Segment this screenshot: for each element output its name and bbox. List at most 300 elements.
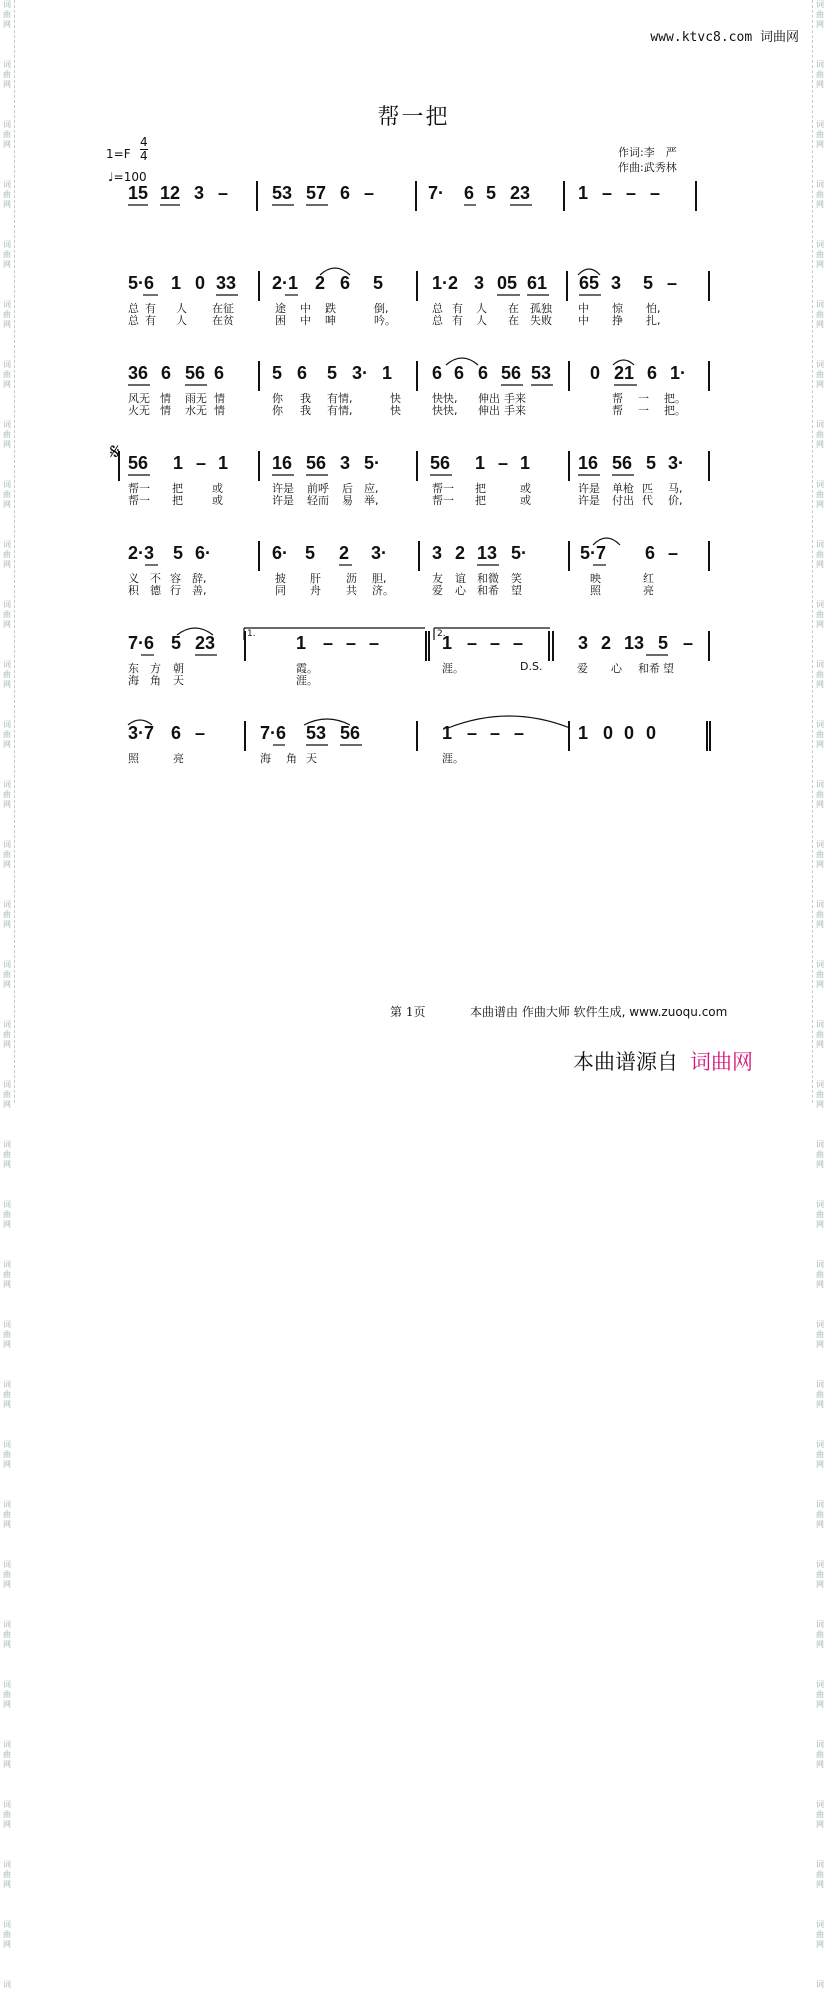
note: 53 <box>272 183 293 203</box>
barline <box>568 541 570 571</box>
note: – <box>626 183 637 203</box>
note: – <box>323 633 334 653</box>
note: 5 <box>373 273 384 293</box>
lyric: 在 <box>508 302 519 315</box>
watermark-char: 词 <box>816 1800 824 1809</box>
watermark-char: 曲 <box>816 730 824 739</box>
watermark-char: 网 <box>816 860 824 869</box>
watermark-char: 曲 <box>3 10 11 19</box>
watermark-char: 网 <box>3 440 11 449</box>
watermark-char: 词 <box>816 120 824 129</box>
watermark-char: 词 <box>3 720 11 729</box>
lyric: 人 <box>476 302 487 315</box>
watermark-char: 网 <box>816 1820 824 1829</box>
watermark-char: 网 <box>816 680 824 689</box>
watermark-char: 网 <box>3 1220 11 1229</box>
lyric: 海 <box>260 752 271 765</box>
lyric: 海 <box>128 674 139 687</box>
barline <box>568 361 570 391</box>
watermark-char: 网 <box>3 1340 11 1349</box>
watermark-char: 词 <box>816 840 824 849</box>
note: 53 <box>531 363 552 383</box>
watermark-char: 曲 <box>3 550 11 559</box>
watermark-char: 曲 <box>3 1750 11 1759</box>
lyric: 手来 <box>504 404 526 417</box>
watermark-char: 词 <box>816 1200 824 1209</box>
lyric: D.S. <box>520 660 543 673</box>
note: 1 <box>578 723 589 743</box>
barline <box>709 721 711 751</box>
barline <box>416 271 418 301</box>
source-prefix: 本曲谱源自 <box>573 1050 678 1074</box>
note: – <box>196 453 207 473</box>
watermark-char: 曲 <box>816 1570 824 1579</box>
lyric: 中 <box>300 302 311 315</box>
lyric: 东 <box>128 662 139 675</box>
lyric: 快 <box>390 392 401 405</box>
lyric: 或 <box>520 482 531 495</box>
watermark-char: 词 <box>816 420 824 429</box>
note: 56 <box>430 453 451 473</box>
watermark-char: 曲 <box>816 1450 824 1459</box>
note: 1 <box>442 723 453 743</box>
watermark-char: 词 <box>3 300 11 309</box>
barline <box>566 271 568 301</box>
lyric: 照 <box>590 584 601 597</box>
watermark-char: 网 <box>816 260 824 269</box>
watermark-char: 曲 <box>816 610 824 619</box>
lyric: 积 <box>128 584 139 597</box>
lyric: 中 <box>578 314 589 327</box>
lyric: 许是 <box>578 482 600 495</box>
lyric: 笑 <box>511 572 522 585</box>
lyric: 角 <box>150 674 161 687</box>
lyric: 在 <box>508 314 519 327</box>
watermark-char: 曲 <box>3 730 11 739</box>
note: 16 <box>578 453 599 473</box>
watermark-char: 词 <box>816 1020 824 1029</box>
watermark-char: 网 <box>816 740 824 749</box>
lyric: 共 <box>346 584 357 597</box>
note: 05 <box>497 273 518 293</box>
watermark-char: 词 <box>816 720 824 729</box>
barline <box>552 631 554 661</box>
watermark-char: 网 <box>3 80 11 89</box>
lyric: 有 <box>145 302 156 315</box>
watermark-char: 词 <box>3 1200 11 1209</box>
lyric: 水无 <box>185 404 207 417</box>
note: 3 <box>194 183 205 203</box>
watermark-char: 词 <box>3 120 11 129</box>
barline <box>256 181 258 211</box>
lyric: 披 <box>275 572 286 585</box>
lyric: 义 <box>128 572 139 585</box>
lyric: 容 <box>170 572 181 585</box>
note: 6 <box>340 183 351 203</box>
watermark-char: 网 <box>816 1220 824 1229</box>
lyric: 惊 <box>612 302 623 315</box>
watermark-char: 词 <box>3 960 11 969</box>
note: 56 <box>612 453 633 473</box>
watermark-char: 网 <box>3 1400 11 1409</box>
note: 6 <box>645 543 656 563</box>
watermark-char: 曲 <box>3 1150 11 1159</box>
note: – <box>369 633 380 653</box>
watermark-char: 曲 <box>3 910 11 919</box>
barline <box>548 631 550 661</box>
lyric: 照 <box>128 752 139 765</box>
lyric: 肝 <box>310 572 321 585</box>
watermark-char: 词 <box>3 1800 11 1809</box>
watermark-char: 曲 <box>816 1870 824 1879</box>
lyric: 辞, <box>192 572 207 585</box>
lyric: 舟 <box>310 584 321 597</box>
note: 61 <box>527 273 548 293</box>
watermark-char: 曲 <box>816 550 824 559</box>
lyric: 人 <box>476 314 487 327</box>
watermark-char: 网 <box>3 680 11 689</box>
note: 57 <box>306 183 327 203</box>
lyric: 有情, <box>327 392 353 405</box>
note: – <box>514 723 525 743</box>
time-signature <box>140 136 148 163</box>
watermark-char: 词 <box>3 360 11 369</box>
lyric: 望 <box>511 584 522 597</box>
watermark-char: 网 <box>816 1040 824 1049</box>
lyric: 霞。 <box>296 662 318 675</box>
watermark-char: 曲 <box>816 1210 824 1219</box>
note: 1 <box>173 453 184 473</box>
note: 6 <box>297 363 308 383</box>
watermark-char: 词 <box>3 1980 11 1989</box>
lyric: 把 <box>172 482 183 495</box>
watermark-char: 网 <box>816 320 824 329</box>
barline <box>425 631 427 661</box>
lyric: 情 <box>214 392 225 405</box>
watermark-char: 词 <box>816 1860 824 1869</box>
note: 2 <box>601 633 612 653</box>
site-name[interactable]: 词曲网 <box>759 30 799 45</box>
watermark-char: 词 <box>3 1440 11 1449</box>
watermark-char: 词 <box>816 1620 824 1629</box>
note: 7·6 <box>260 723 287 743</box>
note: 56 <box>340 723 361 743</box>
watermark-char: 曲 <box>816 1330 824 1339</box>
watermark-char: 词 <box>816 900 824 909</box>
watermark-char: 词 <box>3 180 11 189</box>
watermark-char: 词 <box>3 1620 11 1629</box>
lyric: 易 <box>342 494 353 507</box>
composer: 作曲:武秀林 <box>618 161 677 174</box>
watermark-char: 曲 <box>3 1330 11 1339</box>
watermark-char: 网 <box>3 1820 11 1829</box>
watermark-char: 网 <box>816 1280 824 1289</box>
lyric: 我 <box>300 392 311 405</box>
lyric: 扎, <box>646 314 661 327</box>
note: 0 <box>624 723 635 743</box>
lyric: 总 <box>432 302 443 315</box>
watermark-char: 网 <box>3 560 11 569</box>
lyric: 挣 <box>612 314 623 327</box>
watermark-char: 词 <box>3 1740 11 1749</box>
source-site[interactable]: 词曲网 <box>690 1050 753 1074</box>
barline <box>695 181 697 211</box>
note: 5·6 <box>128 273 155 293</box>
lyric: 风无 <box>128 392 150 405</box>
lyric: 涯。 <box>442 662 464 675</box>
source-note <box>573 1046 753 1076</box>
note: 0 <box>590 363 601 383</box>
lyric: 或 <box>520 494 531 507</box>
lyric: 方 <box>150 662 161 675</box>
watermark-char: 词 <box>3 1140 11 1149</box>
lyric: 有 <box>145 314 156 327</box>
lyric: 快 <box>390 404 401 417</box>
site-url[interactable]: www.ktvc8.com <box>650 30 753 45</box>
watermark-char: 曲 <box>816 250 824 259</box>
watermark-char: 曲 <box>3 310 11 319</box>
lyric: 或 <box>212 494 223 507</box>
note: – <box>513 633 524 653</box>
watermark-char: 曲 <box>3 610 11 619</box>
site-header[interactable] <box>650 26 799 45</box>
watermark-char: 网 <box>816 920 824 929</box>
lyric: 雨无 <box>185 392 207 405</box>
watermark-char: 网 <box>3 800 11 809</box>
watermark-char: 词 <box>816 360 824 369</box>
watermark-char: 网 <box>816 1580 824 1589</box>
watermark-char: 词 <box>3 1920 11 1929</box>
watermark-char: 曲 <box>816 1510 824 1519</box>
lyric: 或 <box>212 482 223 495</box>
watermark-char: 曲 <box>3 1570 11 1579</box>
watermark-char: 词 <box>3 1320 11 1329</box>
barline <box>258 361 260 391</box>
watermark-char: 网 <box>816 1700 824 1709</box>
watermark-char: 曲 <box>3 430 11 439</box>
note: 5· <box>364 453 381 473</box>
note: 3 <box>340 453 351 473</box>
lyric: 跌 <box>325 302 336 315</box>
lyric: 前呼 <box>307 482 329 495</box>
lyric: 胆, <box>372 572 387 585</box>
watermark-char: 网 <box>3 920 11 929</box>
barline <box>568 721 570 751</box>
watermark-char: 网 <box>3 1520 11 1529</box>
note: 33 <box>216 273 237 293</box>
lyric: 一 <box>638 392 649 405</box>
watermark-char: 曲 <box>3 970 11 979</box>
lyric: 匹 <box>642 482 653 495</box>
watermark-char: 曲 <box>3 250 11 259</box>
lyric: 角 <box>286 752 297 765</box>
watermark-char: 词 <box>3 1380 11 1389</box>
note: 6 <box>464 183 475 203</box>
watermark-char: 网 <box>816 80 824 89</box>
watermark-char: 网 <box>3 1940 11 1949</box>
lyric: 和希 <box>638 662 660 675</box>
watermark-char: 词 <box>816 480 824 489</box>
lyric: 涯。 <box>442 752 464 765</box>
lyric: 济。 <box>372 584 394 597</box>
watermark-char: 网 <box>816 560 824 569</box>
watermark-char: 网 <box>816 1760 824 1769</box>
watermark-char: 曲 <box>816 1750 824 1759</box>
lyric: 涯。 <box>296 674 318 687</box>
watermark-char: 词 <box>3 1020 11 1029</box>
watermark-char: 网 <box>816 1340 824 1349</box>
watermark-char: 曲 <box>3 790 11 799</box>
lyric: 手来 <box>504 392 526 405</box>
lyric: 许是 <box>272 494 294 507</box>
lyric: 行 <box>170 584 181 597</box>
note: 6 <box>647 363 658 383</box>
watermark-char: 曲 <box>816 1270 824 1279</box>
lyric: 情 <box>160 404 171 417</box>
barline <box>244 631 246 661</box>
lyric: 你 <box>272 392 283 405</box>
lyric: 帮 <box>612 392 623 405</box>
watermark-char: 词 <box>816 240 824 249</box>
lyric: 帮一 <box>432 494 454 507</box>
watermark-char: 词 <box>816 300 824 309</box>
lyric: 一 <box>638 404 649 417</box>
watermark-char: 词 <box>816 1080 824 1089</box>
note: 6 <box>340 273 351 293</box>
generator-note: 本曲谱由 作曲大师 软件生成, www.zuoqu.com <box>470 1005 728 1019</box>
lyric: 人 <box>176 314 187 327</box>
watermark-char: 网 <box>816 980 824 989</box>
lyric: 帮一 <box>128 482 150 495</box>
watermark-char: 网 <box>3 1640 11 1649</box>
watermark-char: 词 <box>816 180 824 189</box>
lyricist: 作词:李 严 <box>618 146 677 159</box>
watermark-char: 网 <box>816 620 824 629</box>
lyric: 代 <box>642 494 653 507</box>
watermark-char: 曲 <box>816 1690 824 1699</box>
barline <box>258 271 260 301</box>
note: 23 <box>510 183 531 203</box>
watermark-char: 曲 <box>3 1930 11 1939</box>
watermark-char: 词 <box>3 240 11 249</box>
note: – <box>195 723 206 743</box>
lyric: 途 <box>275 302 286 315</box>
lyric: 友 <box>432 572 443 585</box>
watermark-char: 词 <box>3 540 11 549</box>
note: 7· <box>428 183 445 203</box>
note: 1 <box>218 453 229 473</box>
note: 5 <box>486 183 497 203</box>
watermark-char: 网 <box>816 440 824 449</box>
watermark-char: 网 <box>3 1100 11 1109</box>
note: 1 <box>171 273 182 293</box>
watermark-char: 曲 <box>816 910 824 919</box>
note: – <box>667 273 678 293</box>
lyric: 有 <box>452 314 463 327</box>
watermark-char: 词 <box>3 1860 11 1869</box>
lyric: 天 <box>173 674 184 687</box>
lyric: 总 <box>128 314 139 327</box>
barline <box>708 541 710 571</box>
barline <box>415 181 417 211</box>
watermark-char: 网 <box>3 140 11 149</box>
note: 5 <box>171 633 182 653</box>
lyric: 呻 <box>325 314 336 327</box>
lyric: 帮 <box>612 404 623 417</box>
note: 5 <box>272 363 283 383</box>
watermark-char: 词 <box>816 1320 824 1329</box>
watermark-char: 曲 <box>3 190 11 199</box>
lyric: 朝 <box>173 662 184 675</box>
lyric: 孤独 <box>530 302 552 315</box>
watermark-char: 曲 <box>816 1810 824 1819</box>
barline <box>563 181 565 211</box>
note: 1 <box>296 633 307 653</box>
watermark-char: 词 <box>816 1980 824 1989</box>
watermark-char: 曲 <box>3 490 11 499</box>
watermark-char: 词 <box>3 1680 11 1689</box>
note: 1 <box>442 633 453 653</box>
note: 21 <box>614 363 635 383</box>
note: 2 <box>315 273 326 293</box>
barline <box>708 451 710 481</box>
tempo-marking: ♩=100 <box>108 170 147 184</box>
watermark-char: 词 <box>816 1740 824 1749</box>
note: 6· <box>272 543 289 563</box>
watermark-char: 词 <box>816 1140 824 1149</box>
credits <box>618 145 677 175</box>
watermark-char: 词 <box>816 1440 824 1449</box>
watermark-char: 网 <box>816 1640 824 1649</box>
watermark-char: 词 <box>3 0 11 9</box>
note: 1 <box>578 183 589 203</box>
lyric: 许是 <box>272 482 294 495</box>
note: 2·1 <box>272 273 299 293</box>
note: 5 <box>646 453 657 473</box>
watermark-char: 词 <box>816 1920 824 1929</box>
lyric: 谊 <box>455 572 466 585</box>
note: 13 <box>624 633 645 653</box>
watermark-char: 曲 <box>816 190 824 199</box>
note: 5 <box>173 543 184 563</box>
note: 53 <box>306 723 327 743</box>
watermark-char: 网 <box>816 140 824 149</box>
watermark-char: 曲 <box>816 310 824 319</box>
lyric: 马, <box>668 482 683 495</box>
watermark-char: 曲 <box>3 70 11 79</box>
watermark-char: 词 <box>3 1260 11 1269</box>
watermark-char: 网 <box>816 200 824 209</box>
watermark-char: 词 <box>3 1080 11 1089</box>
barline <box>258 451 260 481</box>
barline <box>416 721 418 751</box>
watermark-char: 网 <box>816 1520 824 1529</box>
watermark-char: 网 <box>3 1700 11 1709</box>
volta-label: 1. <box>247 629 256 639</box>
watermark-char: 网 <box>3 1460 11 1469</box>
note: 5 <box>305 543 316 563</box>
note: – <box>490 633 501 653</box>
note: 3· <box>371 543 388 563</box>
watermark-char: 曲 <box>3 130 11 139</box>
watermark-char: 网 <box>816 1160 824 1169</box>
watermark-char: 网 <box>3 200 11 209</box>
note: 7·6 <box>128 633 155 653</box>
watermark-char: 网 <box>816 800 824 809</box>
note: 6· <box>195 543 212 563</box>
lyric: 帮一 <box>432 482 454 495</box>
lyric: 同 <box>275 584 286 597</box>
